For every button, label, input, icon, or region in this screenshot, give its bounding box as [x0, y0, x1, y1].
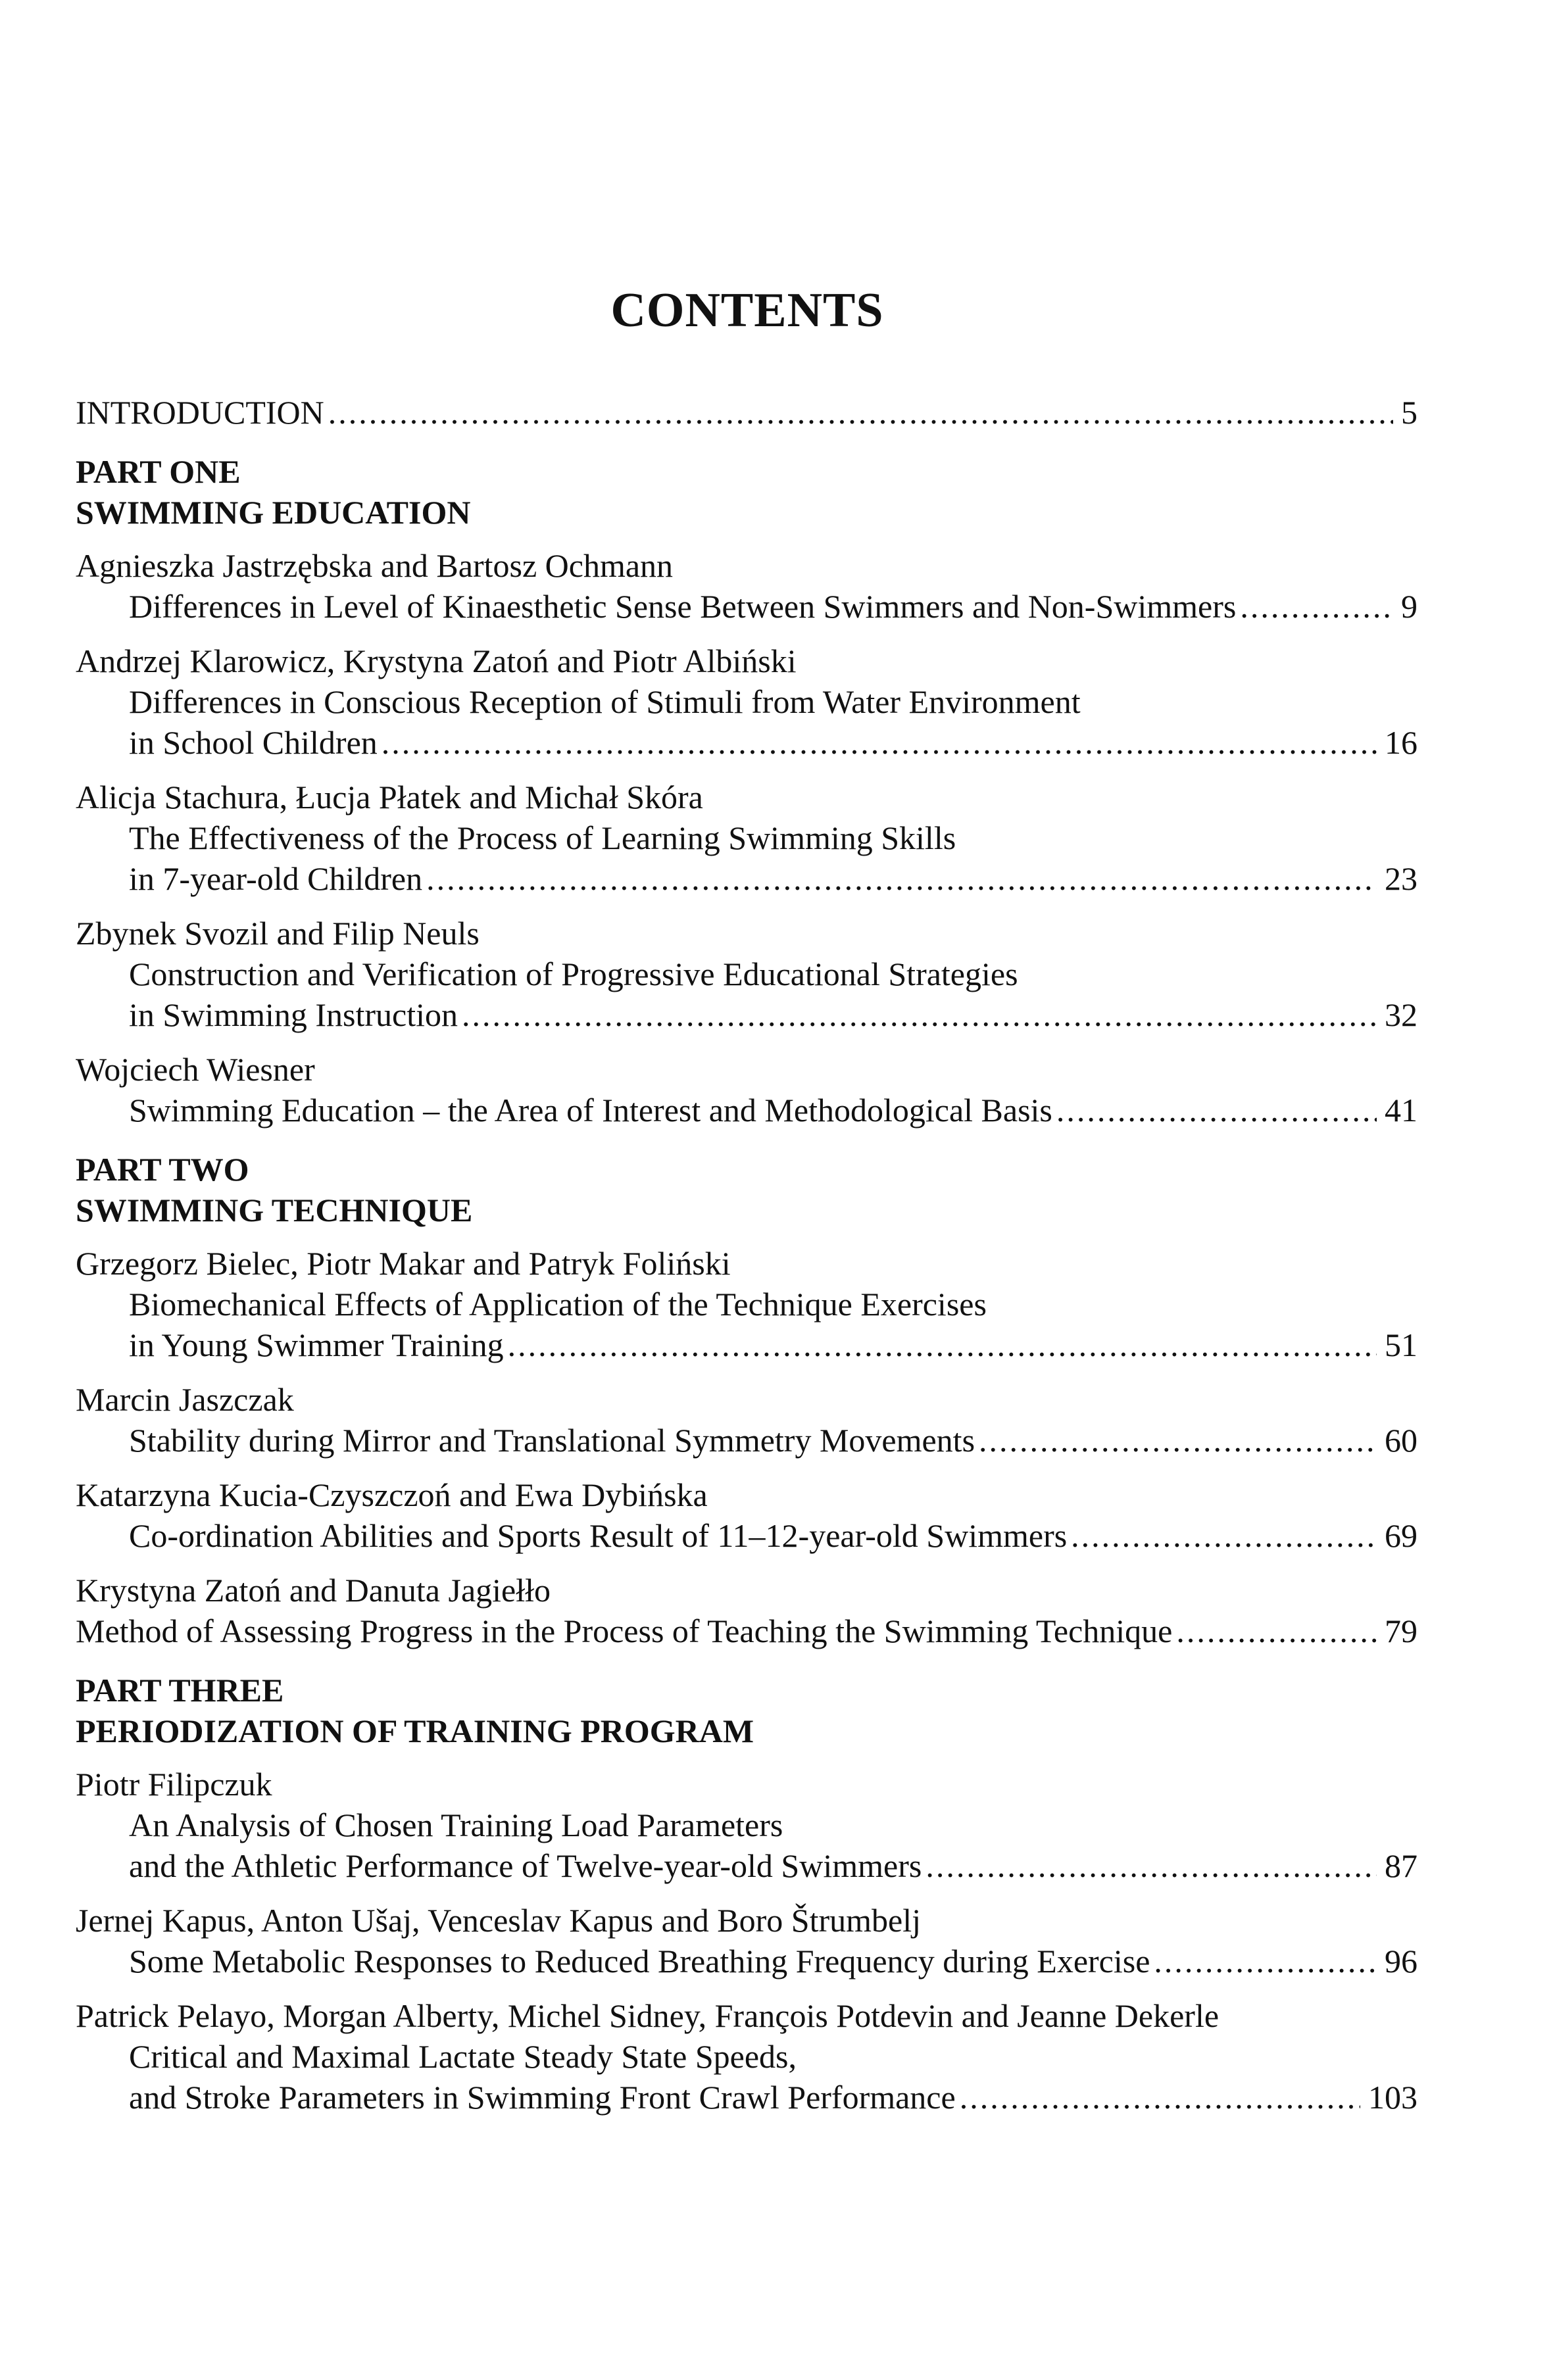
entry-authors: Marcin Jaszczak — [76, 1381, 294, 1418]
entry-title-line — [76, 1090, 1417, 1130]
entry-authors: Krystyna Zatoń and Danuta Jagiełło — [76, 1572, 551, 1609]
toc-entry[interactable] — [76, 1243, 1417, 1365]
page-number: 87 — [1385, 1847, 1417, 1884]
entry-authors: Katarzyna Kucia-Czyszczoń and Ewa Dybińska — [76, 1476, 708, 1513]
part-number: PART TWO — [76, 1151, 249, 1188]
toc-introduction[interactable] — [76, 392, 1417, 433]
entry-title-line — [76, 2036, 1417, 2077]
toc-entry[interactable] — [76, 641, 1417, 763]
entry-title-line — [76, 954, 1417, 994]
dot-leader — [960, 2077, 1360, 2118]
entry-title-line — [76, 1805, 1417, 1845]
page-number: 5 — [1401, 394, 1417, 431]
dot-leader — [426, 858, 1377, 899]
toc-entry[interactable] — [76, 545, 1417, 627]
page-number: 79 — [1385, 1613, 1417, 1649]
entry-title: Swimming Education – the Area of Interest and Methodological Basis — [129, 1092, 1052, 1129]
entry-title: Differences in Level of Kinaesthetic Sense Between Swimmers and Non-Swimmers — [129, 588, 1237, 625]
part-number: PART ONE — [76, 453, 241, 490]
toc-part — [76, 1670, 1417, 2118]
entry-authors: Piotr Filipczuk — [76, 1766, 272, 1803]
dot-leader — [979, 1420, 1377, 1461]
entry-title: INTRODUCTION — [76, 394, 324, 431]
entry-title-line — [76, 1941, 1417, 1981]
page-number: 9 — [1401, 588, 1417, 625]
part-number: PART THREE — [76, 1672, 284, 1709]
entry-authors: Patrick Pelayo, Morgan Alberty, Michel Sidney, François Potdevin and Jeanne Dekerle — [76, 1997, 1220, 2034]
dot-leader — [328, 392, 1393, 433]
toc-entry[interactable] — [76, 777, 1417, 899]
entry-title: in School Children — [129, 724, 378, 761]
entry-authors: Zbynek Svozil and Filip Neuls — [76, 915, 480, 952]
entry-authors: Wojciech Wiesner — [76, 1051, 315, 1088]
toc-part — [76, 1149, 1417, 1651]
dot-leader — [508, 1324, 1377, 1365]
entry-title: Method of Assessing Progress in the Process of Teaching the Swimming Technique — [76, 1613, 1173, 1649]
part-name: SWIMMING TECHNIQUE — [76, 1192, 473, 1228]
entry-title-line — [76, 1324, 1417, 1365]
entry-title-line — [76, 1845, 1417, 1886]
page-number: 60 — [1385, 1422, 1417, 1459]
entry-title: and the Athletic Performance of Twelve-year-old Swimmers — [129, 1847, 922, 1884]
dot-leader — [925, 1845, 1377, 1886]
toc-entry[interactable] — [76, 1379, 1417, 1461]
entry-authors: Grzegorz Bielec, Piotr Makar and Patryk Foliński — [76, 1245, 731, 1282]
entry-title: and Stroke Parameters in Swimming Front Crawl Performance — [129, 2079, 956, 2116]
entry-title-line — [76, 681, 1417, 722]
table-of-contents — [76, 392, 1417, 2118]
toc-entry[interactable] — [76, 1474, 1417, 1556]
dot-leader — [1176, 1611, 1377, 1651]
entry-title-line — [76, 1420, 1417, 1461]
entry-title: Co-ordination Abilities and Sports Result of 11–12-year-old Swimmers — [129, 1517, 1068, 1554]
entry-authors: Agnieszka Jastrzębska and Bartosz Ochmann — [76, 547, 674, 584]
entry-title-line — [76, 817, 1417, 858]
page-number: 23 — [1385, 860, 1417, 897]
page-number: 96 — [1385, 1943, 1417, 1979]
page-number: 41 — [1385, 1092, 1417, 1129]
entry-title-line — [76, 1611, 1417, 1651]
dot-leader — [1071, 1515, 1377, 1556]
part-name: SWIMMING EDUCATION — [76, 494, 471, 531]
entry-title: Some Metabolic Responses to Reduced Breathing Frequency during Exercise — [129, 1943, 1150, 1979]
entry-title: The Effectiveness of the Process of Learning Swimming Skills — [129, 819, 956, 856]
dot-leader — [382, 722, 1377, 763]
part-name: PERIODIZATION OF TRAINING PROGRAM — [76, 1712, 754, 1749]
page-number: 16 — [1385, 724, 1417, 761]
toc-entry[interactable] — [76, 1570, 1417, 1651]
dot-leader — [462, 994, 1377, 1035]
dot-leader — [1154, 1941, 1377, 1981]
entry-title: Differences in Conscious Reception of Stimuli from Water Environment — [129, 683, 1081, 720]
entry-title-line — [76, 994, 1417, 1035]
entry-title-line — [76, 858, 1417, 899]
dot-leader — [1240, 586, 1393, 627]
entry-title: in 7-year-old Children — [129, 860, 423, 897]
entry-title-line — [76, 586, 1417, 627]
entry-title: Biomechanical Effects of Application of the Technique Exercises — [129, 1286, 987, 1323]
entry-title: Construction and Verification of Progressive Educational Strategies — [129, 956, 1018, 992]
toc-part — [76, 451, 1417, 1130]
toc-entry[interactable] — [76, 1049, 1417, 1130]
toc-entry[interactable] — [76, 1900, 1417, 1981]
page-number: 103 — [1368, 2079, 1417, 2116]
entry-title-line — [76, 1515, 1417, 1556]
dot-leader — [1056, 1090, 1377, 1130]
entry-title-line — [76, 2077, 1417, 2118]
toc-entry[interactable] — [76, 1764, 1417, 1886]
entry-title: in Swimming Instruction — [129, 996, 458, 1033]
toc-entry[interactable] — [76, 1995, 1417, 2118]
entry-title: Critical and Maximal Lactate Steady State Speeds, — [129, 2038, 797, 2075]
toc-entry[interactable] — [76, 913, 1417, 1035]
page-number: 32 — [1385, 996, 1417, 1033]
entry-title-line — [76, 722, 1417, 763]
page-number: 69 — [1385, 1517, 1417, 1554]
page-title: CONTENTS — [610, 283, 884, 337]
entry-title: An Analysis of Chosen Training Load Parameters — [129, 1807, 783, 1843]
entry-title-line — [76, 1284, 1417, 1324]
entry-authors: Alicja Stachura, Łucja Płatek and Michał Skóra — [76, 779, 703, 815]
entry-title: in Young Swimmer Training — [129, 1326, 504, 1363]
page-number: 51 — [1385, 1326, 1417, 1363]
entry-title: Stability during Mirror and Translational Symmetry Movements — [129, 1422, 975, 1459]
entry-authors: Andrzej Klarowicz, Krystyna Zatoń and Piotr Albiński — [76, 643, 797, 679]
entry-authors: Jernej Kapus, Anton Ušaj, Venceslav Kapus and Boro Štrumbelj — [76, 1902, 921, 1939]
